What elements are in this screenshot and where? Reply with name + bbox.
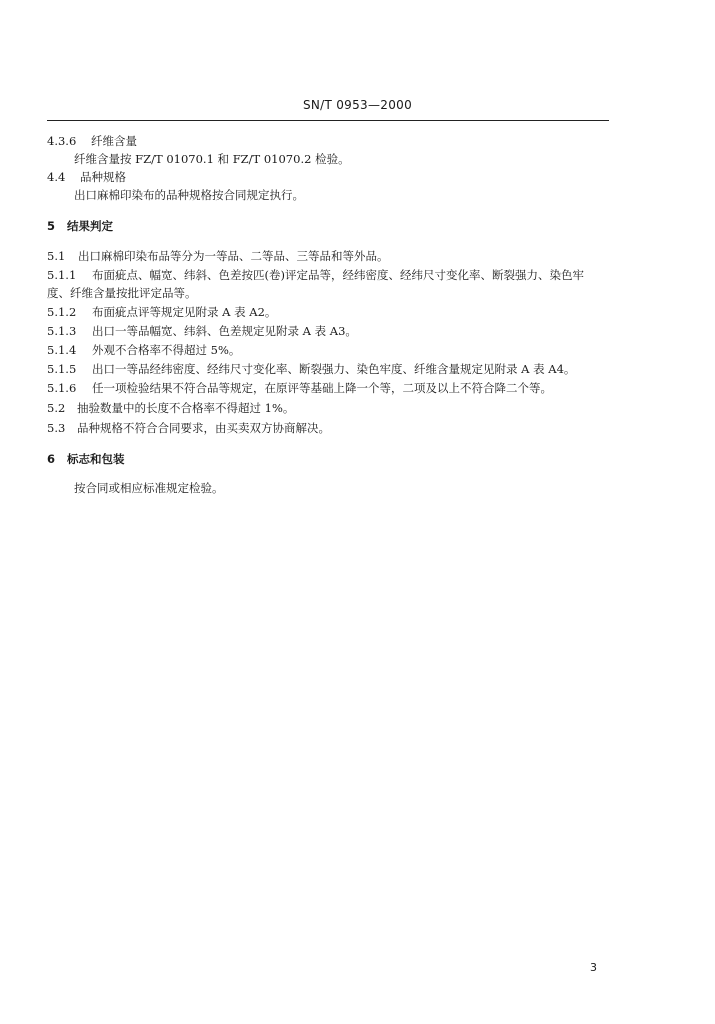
section-5-heading bbox=[47, 218, 113, 234]
clause-number: 5.1.4 bbox=[47, 343, 77, 357]
clause-text: 布面疵点、幅宽、纬斜、色差按匹(卷)评定品等，经纬密度、经纬尺寸变化率、断裂强力、染色牢 bbox=[92, 268, 584, 282]
page-number: 3 bbox=[590, 961, 597, 974]
clause-5-3 bbox=[47, 420, 330, 436]
clause-text: 品种规格不符合合同要求，由买卖双方协商解决。 bbox=[77, 421, 330, 435]
clause-text: 任一项检验结果不符合品等规定，在原评等基础上降一个等，二项及以上不符合降二个等。 bbox=[92, 381, 552, 395]
clause-5-1-6 bbox=[47, 380, 552, 396]
section-title: 标志和包装 bbox=[67, 452, 125, 466]
clause-number: 5.1.5 bbox=[47, 362, 77, 376]
clause-text: 出口麻棉印染布品等分为一等品、二等品、三等品和等外品。 bbox=[78, 249, 389, 263]
header-rule bbox=[47, 120, 609, 121]
clause-number: 5.1.6 bbox=[47, 381, 77, 395]
clause-4-4 bbox=[47, 169, 126, 185]
clause-number: 4.3.6 bbox=[47, 134, 77, 148]
clause-number: 5.1.3 bbox=[47, 324, 77, 338]
section-number: 5 bbox=[47, 219, 56, 233]
clause-text: 布面疵点评等规定见附录 A 表 A2。 bbox=[92, 305, 277, 319]
clause-4-3-6 bbox=[47, 133, 137, 149]
clause-4-3-6-body: 纤维含量按 FZ/T 01070.1 和 FZ/T 01070.2 检验。 bbox=[74, 152, 350, 166]
clause-number: 4.4 bbox=[47, 170, 66, 184]
clause-5-1-4 bbox=[47, 342, 240, 358]
clause-number: 5.1.2 bbox=[47, 305, 77, 319]
clause-title: 品种规格 bbox=[80, 170, 126, 184]
clause-number: 5.1 bbox=[47, 249, 66, 263]
clause-5-1-5 bbox=[47, 361, 575, 377]
clause-5-1-2 bbox=[47, 304, 276, 320]
clause-text: 出口一等品经纬密度、经纬尺寸变化率、断裂强力、染色牢度、纤维含量规定见附录 A 表 A4。 bbox=[92, 362, 576, 376]
clause-number: 5.3 bbox=[47, 421, 66, 435]
section-6-heading bbox=[47, 451, 125, 467]
clause-text: 出口一等品幅宽、纬斜、色差规定见附录 A 表 A3。 bbox=[92, 324, 357, 338]
clause-4-4-body: 出口麻棉印染布的品种规格按合同规定执行。 bbox=[74, 188, 304, 202]
clause-5-1 bbox=[47, 248, 389, 264]
section-6-body: 按合同或相应标准规定检验。 bbox=[74, 481, 224, 495]
clause-number: 5.1.1 bbox=[47, 268, 77, 282]
clause-5-2 bbox=[47, 400, 294, 416]
clause-5-1-3 bbox=[47, 323, 357, 339]
standard-code-header: SN/T 0953—2000 bbox=[302, 98, 413, 112]
clause-5-1-1-continued: 度、纤维含量按批评定品等。 bbox=[47, 286, 197, 300]
clause-number: 5.2 bbox=[47, 401, 66, 415]
section-title: 结果判定 bbox=[67, 219, 113, 233]
clause-text: 外观不合格率不得超过 5%。 bbox=[92, 343, 241, 357]
clause-title: 纤维含量 bbox=[91, 134, 137, 148]
section-number: 6 bbox=[47, 452, 56, 466]
clause-text: 抽验数量中的长度不合格率不得超过 1%。 bbox=[77, 401, 295, 415]
clause-5-1-1 bbox=[47, 267, 584, 283]
